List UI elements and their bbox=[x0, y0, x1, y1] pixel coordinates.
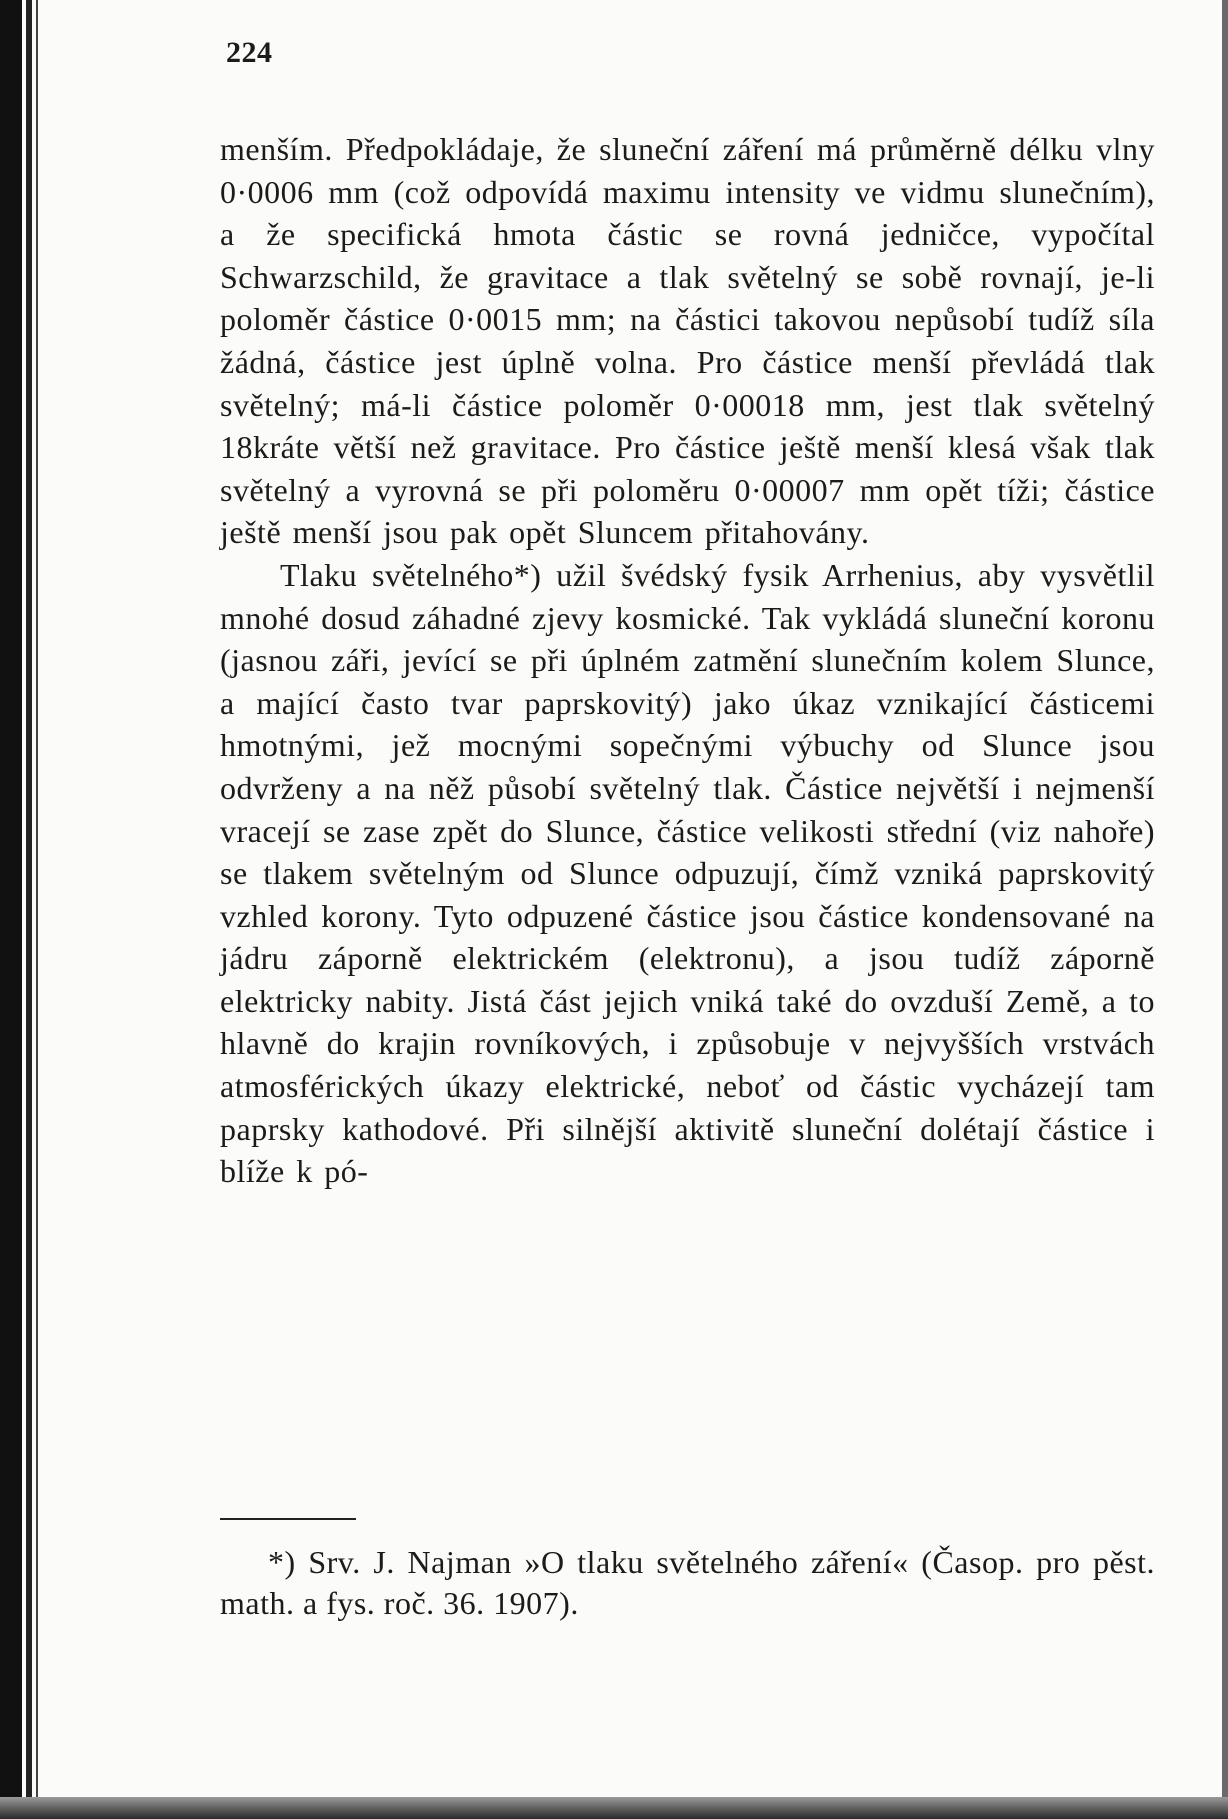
scan-binding-line bbox=[26, 0, 32, 1819]
scan-bottom-edge bbox=[0, 1797, 1228, 1819]
paragraph-1: menším. Předpokládaje, že sluneční záření má průměrně délku vlny 0·0006 mm (což odpovídá maximu intensity ve vidmu slunečním), a že specifická hmota částic se rovná jedničce, vypočítal Schwarzschild, že gravitace a tlak světelný se sobě rovnají, je-li poloměr částice 0·0015 mm; na částici takovou nepůsobí tudíž síla žádná, částice jest úplně volna. Pro částice menší převládá tlak světelný; má-li částice poloměr 0·00018 mm, jest tlak světelný 18kráte větší než gravitace. Pro částice ještě menší klesá však tlak světelný a vyrovná se při poloměru 0·00007 mm opět tíži; částice ještě menší jsou pak opět Sluncem přitahovány. bbox=[220, 131, 1155, 551]
paragraph-2: Tlaku světelného*) užil švédský fysik Arrhenius, aby vysvětlil mnohé dosud záhadné zjevy kosmické. Tak vykládá sluneční koronu (jasnou záři, jevící se při úplném zatmění slunečním kolem Slunce, a mající často tvar paprskovitý) jako úkaz vznikající částicemi hmotnými, jež mocnými sopečnými výbuchy od Slunce jsou odvrženy a na něž působí světelný tlak. Částice největší i nejmenší vracejí se zase zpět do Slunce, částice velikosti střední (viz nahoře) se tlakem světelným od Slunce odpuzují, čímž vzniká paprskovitý vzhled korony. Tyto odpuzené částice jsou částice kondensované na jádru záporně elektrickém (elektronu), a jsou tudíž záporně elektricky nabity. Jistá část jejich vniká také do ovzduší Země, a to hlavně do krajin rovníkových, i způsobuje v nejvyšších vrstvách atmosférických úkazy elektrické, neboť od částic vycházejí tam paprsky kathodové. Při silnější aktivitě sluneční dolétají částice i blíže k pó- bbox=[220, 556, 1155, 1190]
body-text bbox=[220, 128, 1155, 1193]
footnote: *) Srv. J. Najman »O tlaku světelného záření« (Časop. pro pěst. math. a fys. roč. 36. 1907). bbox=[220, 1544, 1155, 1621]
scan-binding-line-thin bbox=[36, 0, 38, 1819]
scan-binding-edge bbox=[0, 0, 22, 1819]
scan-right-edge bbox=[1222, 0, 1228, 1819]
page-number: 224 bbox=[226, 36, 273, 69]
footnote-divider bbox=[220, 1518, 356, 1520]
